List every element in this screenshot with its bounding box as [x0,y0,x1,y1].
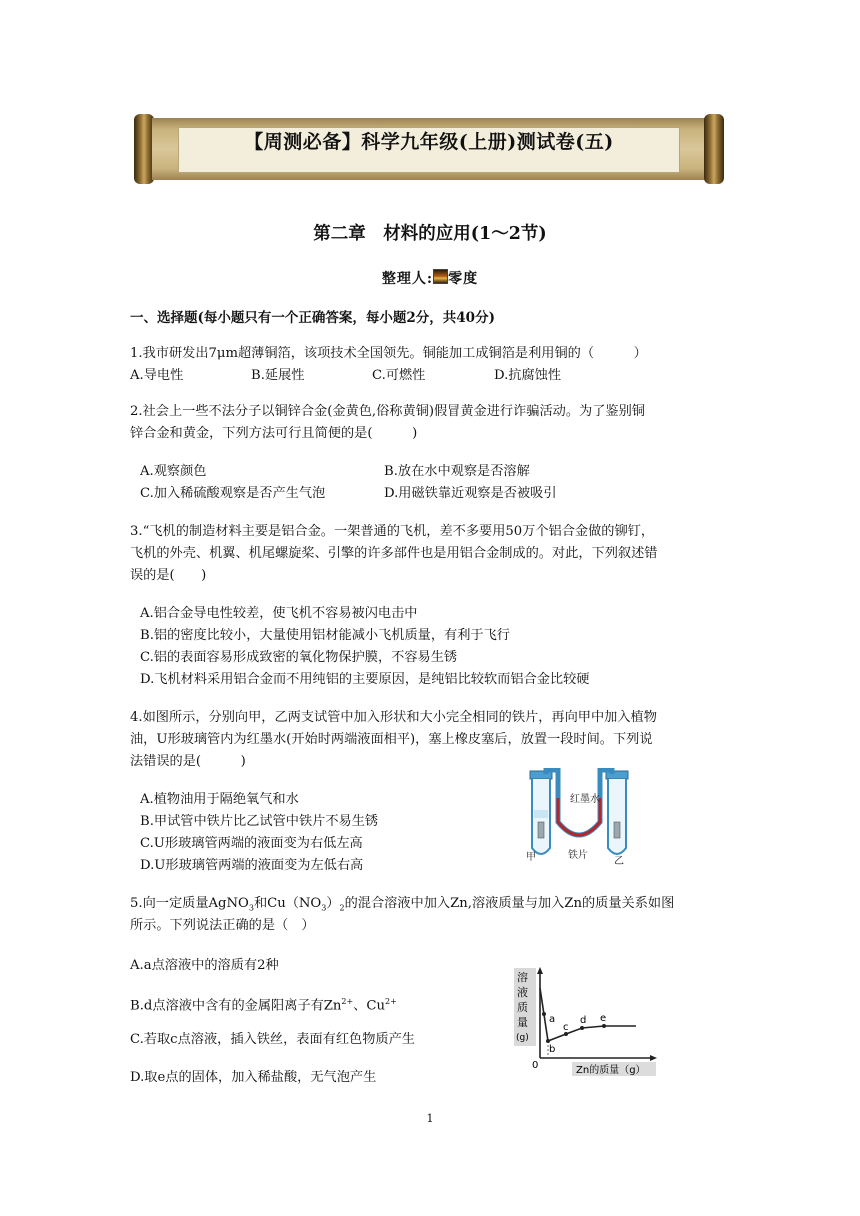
q2-stem-1: 2.社会上一些不法分子以铜锌合金(金黄色,俗称黄铜)假冒黄金进行诈骗活动。为了鉴别铜 [130,404,645,419]
q1-option-c: C.可燃性 [372,368,426,383]
q4-option-c: C.U形玻璃管两端的液面变为右低左高 [140,836,363,851]
q5-stem-2: 所示。下列说法正确的是（ ） [130,918,315,933]
iron-label: 铁片 [568,850,588,861]
q3-stem-1: 3.“飞机的制造材料主要是铝合金。一架普通的飞机，差不多要用50万个铝合金做的铆钉， [130,524,655,539]
q4-option-a: A.植物油用于隔绝氧气和水 [140,792,299,807]
q3-option-b: B.铝的密度比较小，大量使用铝材能减小飞机质量，有利于飞行 [140,628,510,643]
tube-yi-label: 乙 [614,856,624,867]
point-d [580,1026,584,1030]
q1-option-b: B.延展性 [251,368,305,383]
ylabel-char-4: 量 [517,1016,528,1029]
q3-stem-3: 误的是( ) [130,568,207,583]
section-heading: 一、选择题(每小题只有一个正确答案，每小题2分，共40分) [130,310,495,326]
q1-option-d: D.抗腐蚀性 [494,368,562,383]
page-title: 【周测必备】科学九年级(上册)测试卷(五) [244,131,614,153]
label-d: d [580,1015,587,1026]
ylabel-char-5: (g) [516,1033,529,1043]
u-tube-figure [524,768,636,868]
q3-stem-2: 飞机的外壳、机翼、机尾螺旋桨、引擎的许多部件也是用铝合金制成的。对此，下列叙述错 [130,546,658,561]
q2-stem-2: 锌合金和黄金，下列方法可行且简便的是( ) [130,426,418,441]
compiler-name: 零度 [448,271,479,287]
q1-option-a: A.导电性 [130,368,184,383]
q3-option-d: D.飞机材料采用铝合金而不用纯铝的主要原因，是纯铝比较软而铝合金比较硬 [140,672,590,687]
ylabel-char-1: 溶 [517,971,528,984]
q5-option-d: D.取e点的固体，加入稀盐酸，无气泡产生 [130,1070,377,1085]
title-banner [134,114,724,184]
point-e [602,1024,606,1028]
q3-option-c: C.铝的表面容易形成致密的氧化物保护膜，不容易生锈 [140,650,458,665]
xlabel: Zn的质量（g） [576,1065,646,1076]
compiler-line [0,268,860,288]
ink-label-1: 红墨水 [570,794,600,805]
tube-jia-label: 甲 [526,852,536,863]
label-a: a [549,1014,556,1025]
label-e: e [600,1013,607,1024]
q5-option-a: A.a点溶液中的溶质有2种 [130,958,279,973]
label-b: b [549,1044,556,1055]
compiler-label: 整理人: [381,271,434,287]
ylabel-char-3: 质 [517,1001,528,1014]
q5-option-c: C.若取c点溶液，插入铁丝，表面有红色物质产生 [130,1032,415,1047]
q1-stem: 1.我市研发出7μm超薄铜箔，该项技术全国领先。铜能加工成铜箔是利用铜的（ ） [130,346,647,361]
ylabel-char-2: 液 [517,986,528,999]
q2-option-d: D.用磁铁靠近观察是否被吸引 [384,486,557,501]
q4-stem-2: 油，U形玻璃管内为红墨水(开始时两端液面相平)，塞上橡皮塞后，放置一段时间。下列说 [130,732,653,747]
q5-stem-1: 5.向一定质量AgNO$_3$和$Cu(NO_3)_2$的混合溶液中加入Zn,溶液质量与加入Zn的质量关系如图 [130,896,675,913]
chapter-title: 第二章 材料的应用(1～2节) [313,224,547,244]
q5-option-b: B.d点溶液中含有的金属阳离子有$Zn^{2+}$、$Cu^{2+}$ [130,997,397,1014]
label-c: c [563,1022,569,1033]
q4-option-d: D.U形玻璃管两端的液面变为左低右高 [140,858,364,873]
q4-stem-3: 法错误的是( ) [130,754,246,769]
q4-option-b: B.甲试管中铁片比乙试管中铁片不易生锈 [140,814,379,829]
q3-option-a: A.铝合金导电性较差，使飞机不容易被闪电击中 [140,606,418,621]
tube-right [608,779,626,854]
q2-option-b: B.放在水中观察是否溶解 [384,464,530,479]
point-a [542,1012,546,1016]
solution-mass-graph [508,966,660,1078]
q2-option-a: A.观察颜色 [140,464,207,479]
q4-stem-1: 4.如图所示，分别向甲，乙两支试管中加入形状和大小完全相同的铁片，再向甲中加入植物 [130,710,657,725]
page-number: 1 [426,1112,434,1125]
origin-label: 0 [532,1060,539,1071]
sunset-icon [433,269,448,284]
point-b [546,1039,550,1043]
q2-option-c: C.加入稀硫酸观察是否产生气泡 [140,486,326,501]
